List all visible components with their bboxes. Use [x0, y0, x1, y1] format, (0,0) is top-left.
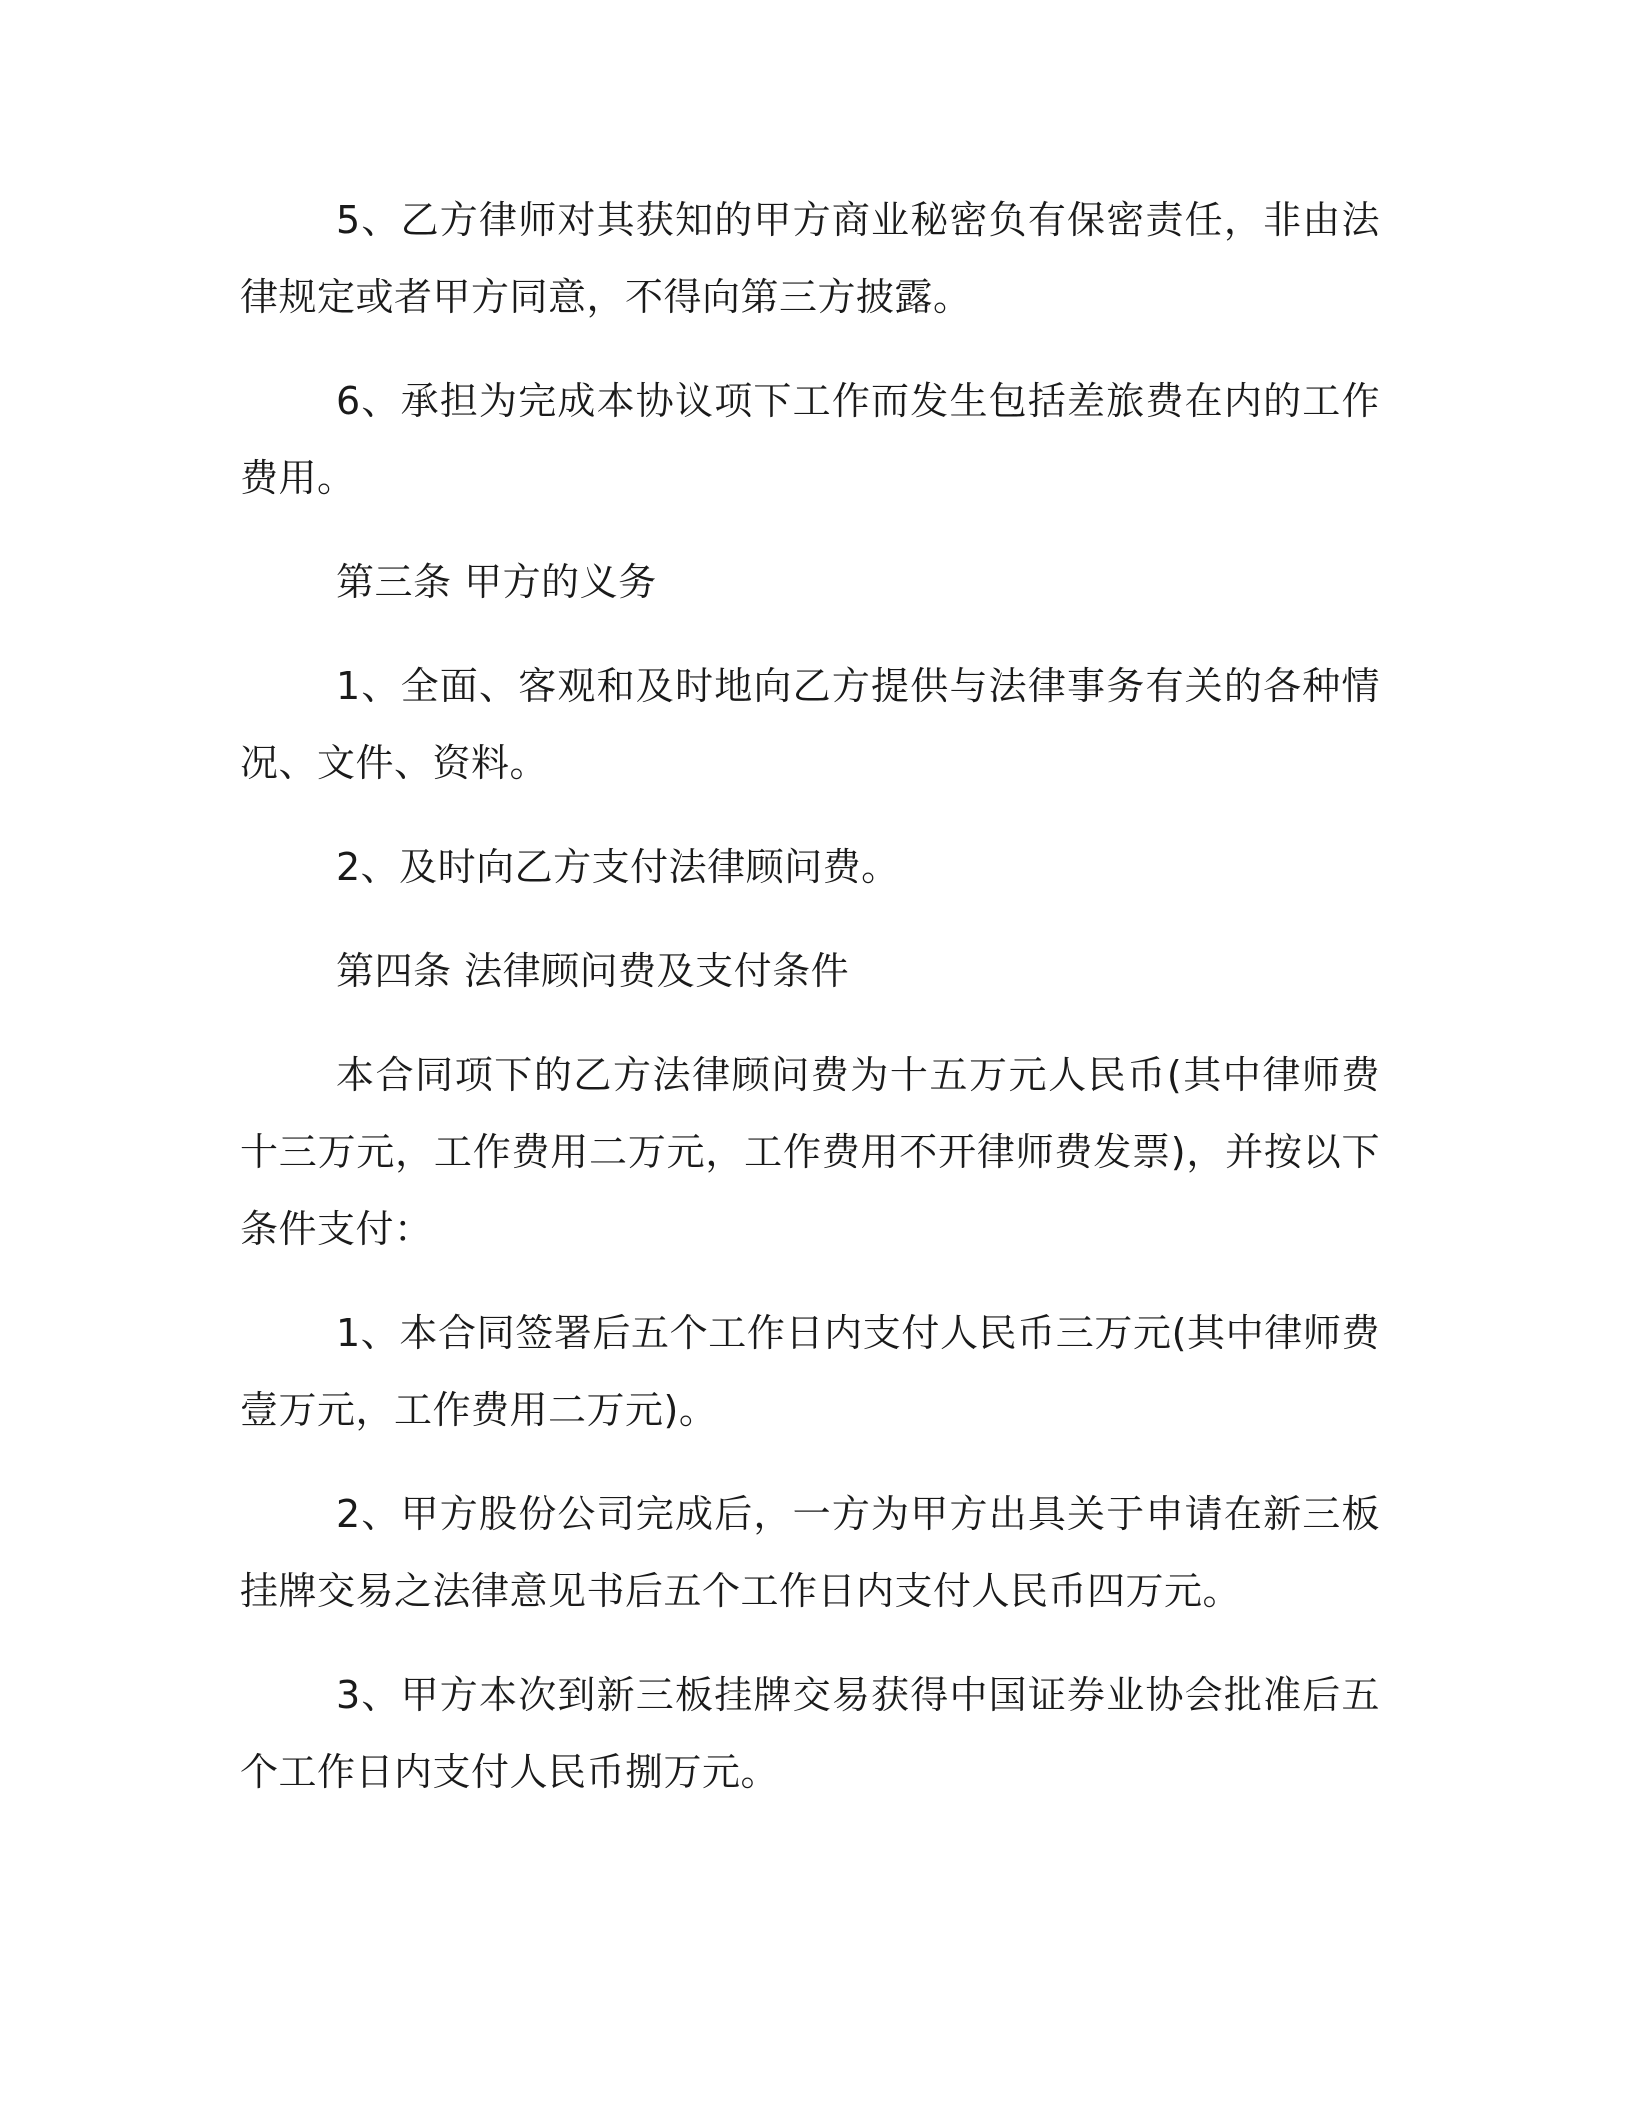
- document-body: [240, 182, 1380, 1838]
- fee-summary: 本合同项下的乙方法律顾问费为十五万元人民币(其中律师费十三万元，工作费用二万元，工作费用不开律师费发票)，并按以下条件支付：: [240, 1053, 1380, 1251]
- clause-confidentiality: 5、乙方律师对其获知的甲方商业秘密负有保密责任，非由法律规定或者甲方同意，不得向第三方披露。: [240, 198, 1380, 319]
- clause-provide-information: 1、全面、客观和及时地向乙方提供与法律事务有关的各种情况、文件、资料。: [240, 664, 1380, 785]
- clause-pay-fee: 2、及时向乙方支付法律顾问费。: [336, 845, 900, 889]
- payment-term-2: 2、甲方股份公司完成后，一方为甲方出具关于申请在新三板挂牌交易之法律意见书后五个工作日内支付人民币四万元。: [240, 1492, 1380, 1613]
- article-4-heading: 第四条 法律顾问费及支付条件: [336, 949, 850, 993]
- clause-work-expenses: 6、承担为完成本协议项下工作而发生包括差旅费在内的工作费用。: [240, 379, 1380, 500]
- payment-term-1: 1、本合同签署后五个工作日内支付人民币三万元(其中律师费壹万元，工作费用二万元)。: [240, 1311, 1380, 1432]
- payment-term-3: 3、甲方本次到新三板挂牌交易获得中国证券业协会批准后五个工作日内支付人民币捌万元。: [240, 1673, 1380, 1794]
- article-3-heading: 第三条 甲方的义务: [336, 560, 657, 604]
